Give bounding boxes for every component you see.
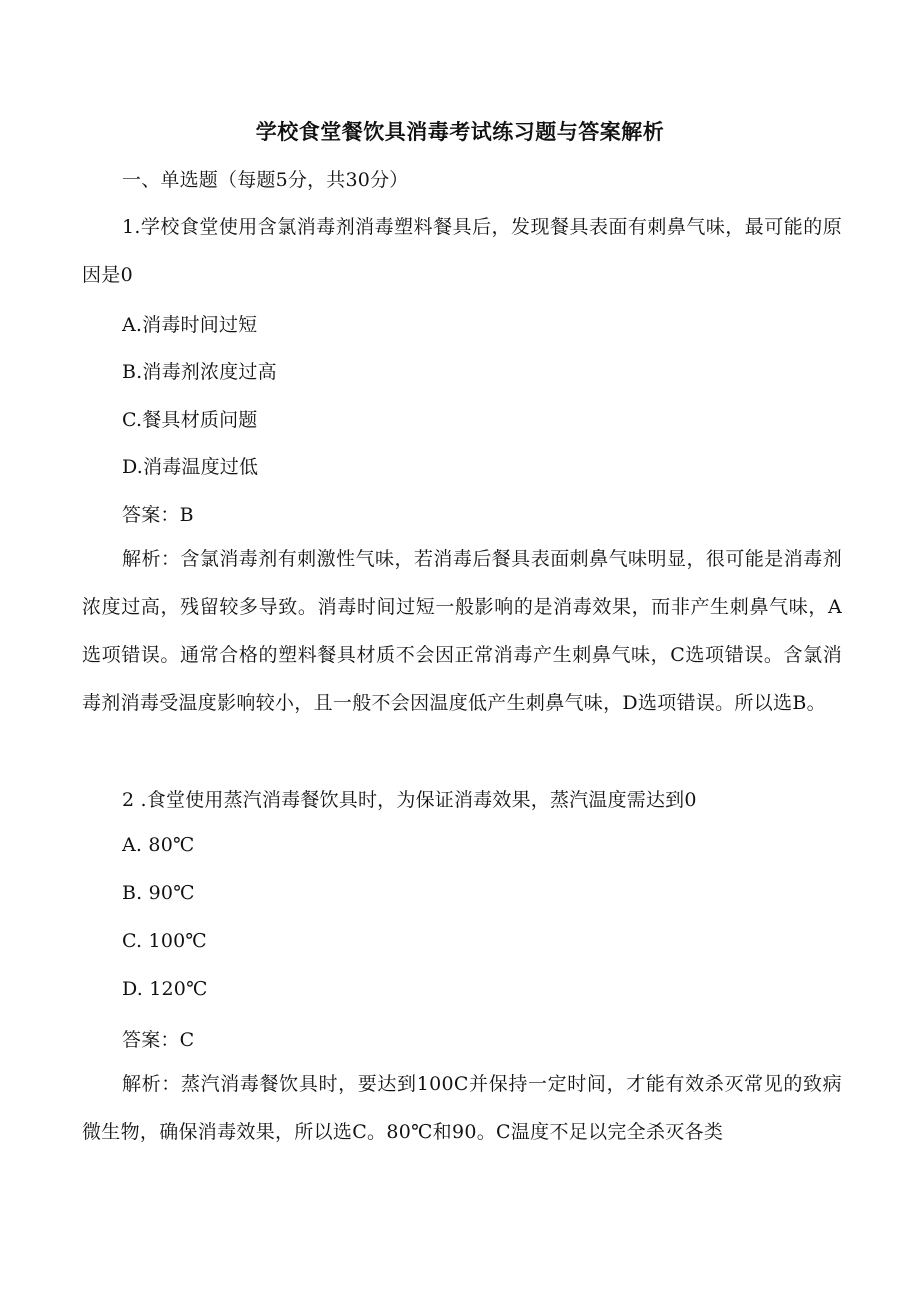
question-1-stem: 1.学校食堂使用含氯消毒剂消毒塑料餐具后，发现餐具表面有刺鼻气味，最可能的原因是0 bbox=[82, 216, 842, 286]
question-1-option-b: B.消毒剂浓度过高 bbox=[122, 361, 277, 383]
document-title: 学校食堂餐饮具消毒考试练习题与答案解析 bbox=[255, 120, 665, 144]
question-2-option-d: D. 120℃ bbox=[122, 978, 208, 1000]
question-1-option-a: A.消毒时间过短 bbox=[122, 314, 258, 336]
question-2-stem: 2 .食堂使用蒸汽消毒餐饮具时，为保证消毒效果，蒸汽温度需达到0 bbox=[122, 789, 697, 811]
question-2-analysis: 解析：蒸汽消毒餐饮具时，要达到100C并保持一定时间，才能有效杀灭常见的致病微生物，确保消毒效果，所以选C。80℃和90。C温度不足以完全杀灭各类 bbox=[82, 1073, 842, 1143]
question-1-analysis: 解析：含氯消毒剂有刺激性气味，若消毒后餐具表面刺鼻气味明显，很可能是消毒剂浓度过高，残留较多导致。消毒时间过短一般影响的是消毒效果，而非产生刺鼻气味，A选项错误。通常合格的塑料餐具材质不会因正常消毒产生刺鼻气味，C选项错误。含氯消毒剂消毒受温度影响较小，且一般不会因温度低产生刺鼻气味，D选项错误。所以选B。 bbox=[82, 548, 842, 714]
question-2-option-b: B. 90℃ bbox=[122, 882, 195, 904]
question-2-option-a: A. 80℃ bbox=[122, 834, 195, 856]
question-1-answer: 答案：B bbox=[122, 504, 194, 526]
question-2-answer: 答案：C bbox=[122, 1029, 195, 1051]
question-1-option-c: C.餐具材质问题 bbox=[122, 409, 258, 431]
question-2-option-c: C. 100℃ bbox=[122, 930, 207, 952]
section-heading: 一、单选题（每题5分，共30分） bbox=[122, 169, 409, 191]
question-1-option-d: D.消毒温度过低 bbox=[122, 456, 259, 478]
